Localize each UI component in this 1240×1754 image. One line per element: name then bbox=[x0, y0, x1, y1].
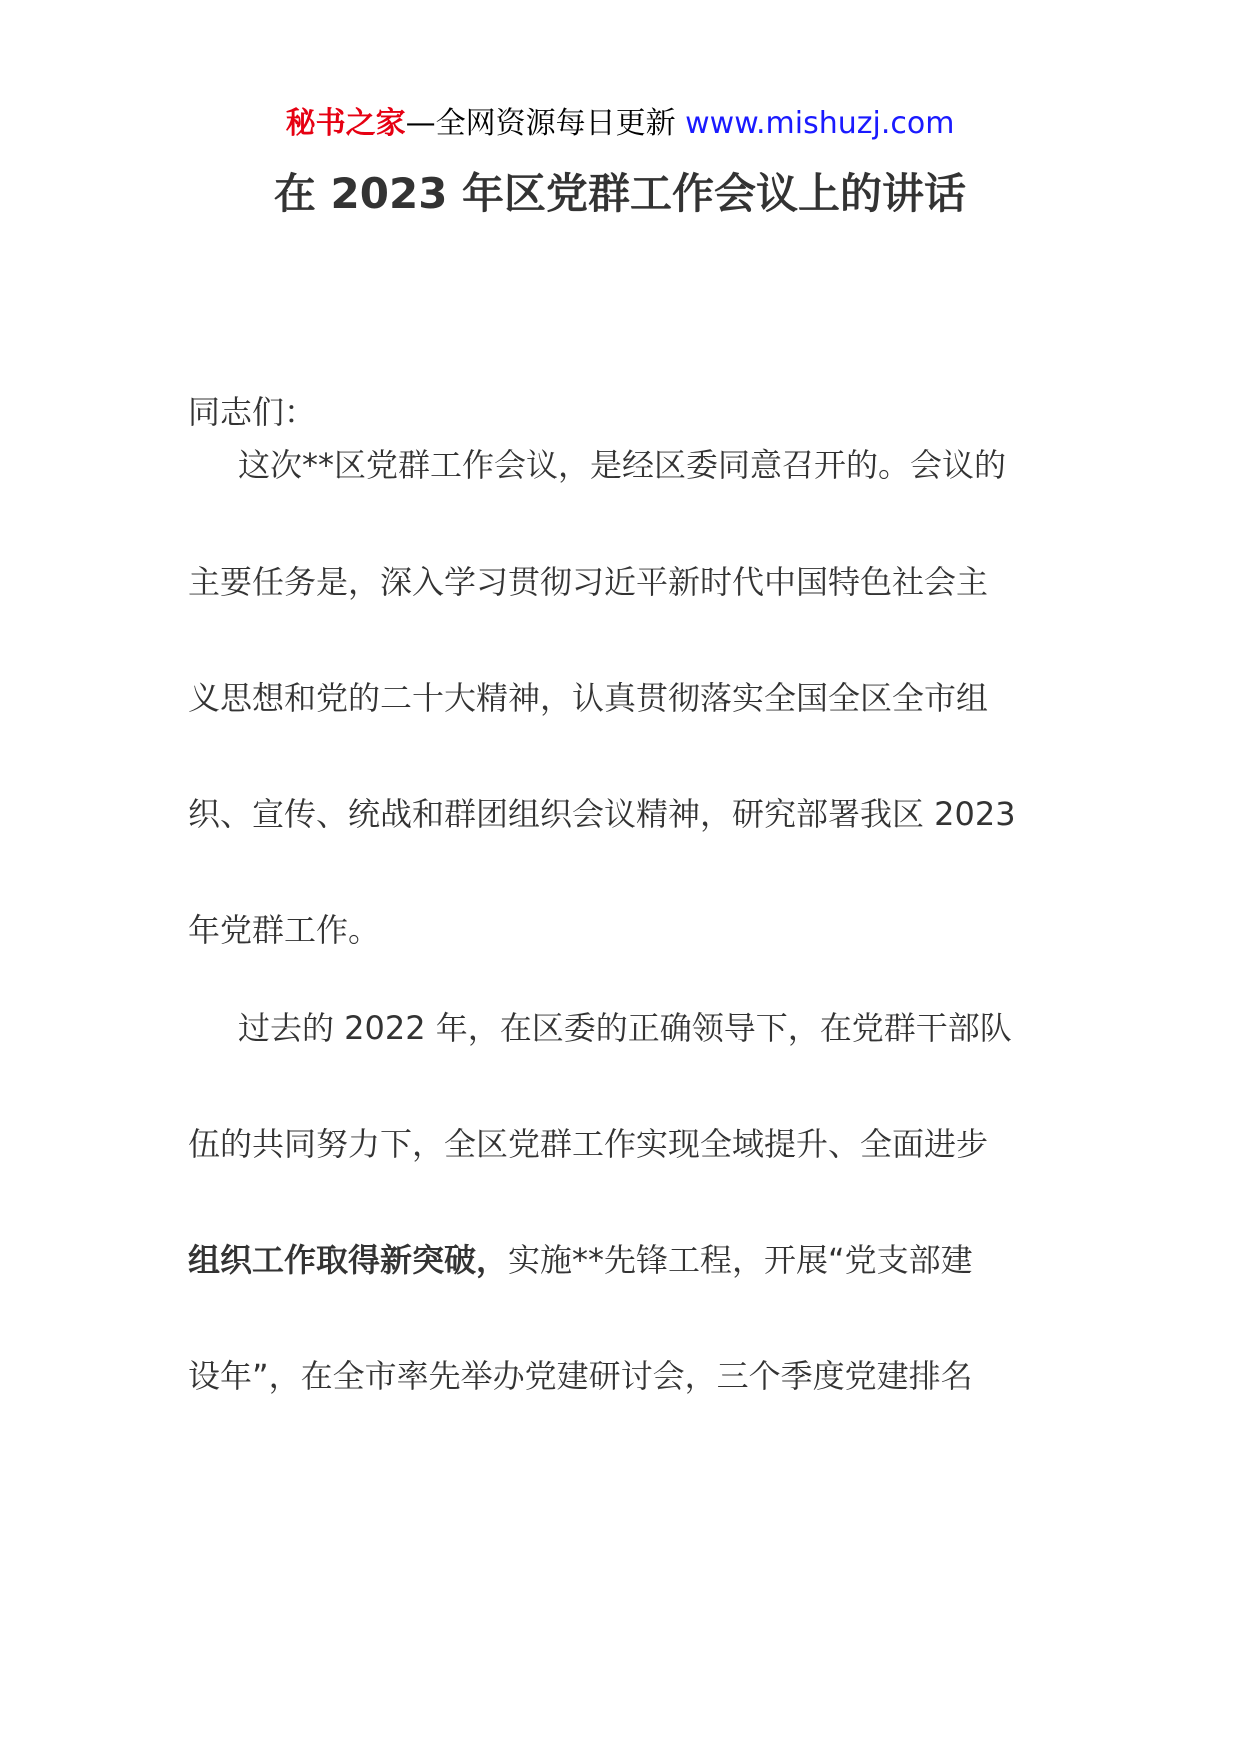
paragraph-3-line-2: 设年”，在全市率先举办党建研讨会，三个季度党建排名 bbox=[188, 1357, 973, 1395]
paragraph-2-line-1: 过去的 2022 年，在区委的正确领导下，在党群干部队 bbox=[238, 1009, 1012, 1047]
paragraph-1-line-1: 这次**区党群工作会议，是经区委同意召开的。会议的 bbox=[238, 446, 1007, 484]
site-banner bbox=[0, 104, 1240, 144]
brand-name: 秘书之家 bbox=[285, 106, 406, 141]
salutation: 同志们： bbox=[188, 393, 317, 431]
paragraph-2-line-2: 伍的共同努力下，全区党群工作实现全域提升、全面进步 bbox=[188, 1125, 989, 1163]
paragraph-1-line-4: 织、宣传、统战和群团组织会议精神，研究部署我区 2023 bbox=[188, 795, 1016, 833]
site-url-link[interactable]: www.mishuzj.com bbox=[685, 106, 955, 141]
document-title: 在 2023 年区党群工作会议上的讲话 bbox=[273, 169, 967, 218]
section-heading: 组织工作取得新突破， bbox=[188, 1241, 509, 1279]
paragraph-1-line-3: 义思想和党的二十大精神，认真贯彻落实全国全区全市组 bbox=[188, 679, 989, 717]
section-heading-line bbox=[188, 1238, 973, 1282]
section-text: 实施**先锋工程，开展“党支部建 bbox=[508, 1241, 973, 1279]
paragraph-1-line-2: 主要任务是，深入学习贯彻习近平新时代中国特色社会主 bbox=[188, 563, 989, 601]
paragraph-1-line-5: 年党群工作。 bbox=[188, 911, 381, 949]
banner-tagline: —全网资源每日更新 bbox=[405, 106, 686, 141]
